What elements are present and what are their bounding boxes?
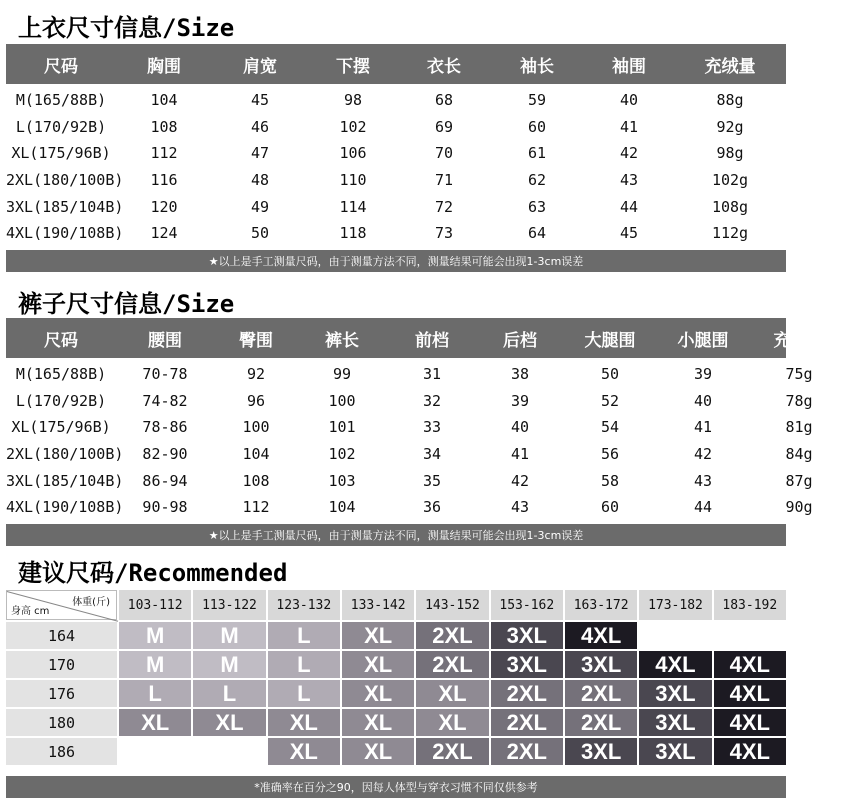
weight-range-header: 113-122 [193,590,265,620]
table-cell: 40 [693,391,713,410]
table-cell: 42 [619,144,639,163]
recommended-size-cell: 2XL [491,709,563,736]
table-cell: 112 [242,498,270,517]
recommended-size-cell: M [193,651,265,678]
table-cell: 103 [328,471,356,490]
recommended-size-cell: 2XL [416,651,488,678]
recommended-size-cell: XL [416,709,488,736]
recommended-size-cell [714,622,786,649]
table-cell: 104 [328,498,356,517]
table-cell: 71 [434,171,454,190]
table-cell: 108 [242,471,270,490]
table-cell: 49 [250,197,270,216]
table-cell: 102 [328,445,356,464]
table-cell: 114 [339,197,367,216]
table-cell: 63 [527,197,547,216]
recommended-size-cell: 4XL [714,651,786,678]
table-cell: 58 [600,471,620,490]
height-row [6,680,786,707]
column-header: 充绒量 [704,56,756,77]
height-cell: 176 [6,680,117,707]
recommended-size-cell: 4XL [714,738,786,765]
weight-range-header: 153-162 [491,590,563,620]
recommended-size-cell: XL [119,709,191,736]
column-header: 胸围 [147,56,181,77]
table-cell: 74-82 [142,391,188,410]
table-cell: 50 [250,224,270,243]
weight-range-header: 143-152 [416,590,488,620]
table-cell: 75g [785,365,813,384]
table-cell: 36 [422,498,442,517]
recommended-size-cell: L [193,680,265,707]
table-cell: 116 [150,171,178,190]
table-cell: 50 [600,365,620,384]
table-cell: 100 [328,391,356,410]
table-cell: 2XL(180/100B) [6,171,124,190]
recommended-size-cell: L [268,651,340,678]
table-cell: M(165/88B) [15,91,107,110]
recommended-size-cell: XL [268,738,340,765]
table-cell: 81g [785,418,813,437]
table-cell: 44 [693,498,713,517]
table-cell: 102 [339,117,367,136]
table-cell: L(170/92B) [15,117,107,136]
height-row [6,651,786,678]
table-cell: 41 [693,418,713,437]
table-row [6,361,813,388]
recommended-size-cell: XL [342,622,414,649]
table-cell: 90g [785,498,813,517]
table-cell: 102g [711,171,749,190]
table-cell: 41 [510,445,530,464]
table-cell: XL(175/96B) [11,144,111,163]
table-row [6,220,786,247]
recommended-size-cell: XL [193,709,265,736]
table-cell: 98 [343,91,363,110]
recommended-size-cell: L [268,622,340,649]
table-cell: 47 [250,144,270,163]
table-row [6,467,813,494]
column-header: 裤长 [325,330,359,351]
recommended-note: *准确率在百分之90，因每人体型与穿衣习惯不同仅供参考 [6,776,786,798]
column-header: 袖长 [520,56,554,77]
weight-range-header: 123-132 [268,590,340,620]
table-row [6,114,786,141]
table-cell: 60 [600,498,620,517]
recommended-size-cell: XL [342,738,414,765]
weight-range-header: 183-192 [714,590,786,620]
recommended-size-cell: 4XL [714,709,786,736]
table-cell: 92 [246,365,266,384]
pants-size-header [6,318,825,358]
recommended-size-cell: 2XL [416,738,488,765]
table-cell: 4XL(190/108B) [6,498,124,517]
height-cell: 180 [6,709,117,736]
table-cell: 32 [422,391,442,410]
column-header: 下摆 [336,56,370,77]
table-cell: 108g [711,197,749,216]
height-row [6,709,786,736]
table-cell: 104 [150,91,178,110]
table-cell: 39 [693,365,713,384]
recommended-size-cell: 2XL [565,709,637,736]
table-cell: 34 [422,445,442,464]
table-row [6,494,813,521]
recommended-size-cell [193,738,265,765]
recommended-size-cell: 2XL [416,622,488,649]
recommended-size-cell: 3XL [491,622,563,649]
recommended-size-cell: 2XL [565,680,637,707]
recommended-size-cell: XL [342,651,414,678]
recommended-size-cell: L [119,680,191,707]
table-cell: 101 [328,418,356,437]
weight-range-header: 133-142 [342,590,414,620]
table-cell: 3XL(185/104B) [6,197,124,216]
corner-weight-label: 体重(斤) [72,597,110,608]
table-cell: 104 [242,445,270,464]
column-header: 臀围 [239,330,273,351]
weight-range-header: 173-182 [639,590,711,620]
table-cell: L(170/92B) [15,391,107,410]
table-cell: 90-98 [142,498,188,517]
table-cell: 100 [242,418,270,437]
table-cell: 70-78 [142,365,188,384]
table-cell: 112 [150,144,178,163]
table-row [6,140,786,167]
table-cell: 43 [510,498,530,517]
table-cell: 44 [619,197,639,216]
table-row [6,441,813,468]
table-cell: 70 [434,144,454,163]
table-row [6,414,813,441]
table-cell: 2XL(180/100B) [6,445,124,464]
table-cell: 43 [693,471,713,490]
table-cell: 73 [434,224,454,243]
table-row [6,167,786,194]
table-cell: 88g [716,91,744,110]
table-cell: 60 [527,117,547,136]
recommended-title: 建议尺码/Recommended [18,559,288,587]
table-cell: 42 [693,445,713,464]
recommended-size-cell: 3XL [639,680,711,707]
table-cell: 54 [600,418,620,437]
table-cell: 110 [339,171,367,190]
table-cell: 40 [619,91,639,110]
table-cell: 35 [422,471,442,490]
table-row [6,87,786,114]
table-cell: 118 [339,224,367,243]
table-cell: 61 [527,144,547,163]
height-cell: 186 [6,738,117,765]
weight-range-header: 103-112 [119,590,191,620]
height-cell: 170 [6,651,117,678]
table-cell: 124 [150,224,178,243]
top-size-title: 上衣尺寸信息/Size [18,14,235,42]
corner-height-label: 身高 cm [11,606,50,617]
table-cell: 98g [716,144,744,163]
table-cell: 120 [150,197,178,216]
top-size-note: ★以上是手工测量尺码，由于测量方法不同，测量结果可能会出现1-3cm误差 [6,250,786,272]
column-header: 充绒量 [773,330,825,351]
table-cell: 68 [434,91,454,110]
weight-header-row [6,590,786,620]
table-cell: 99 [332,365,352,384]
column-header: 衣长 [427,56,461,77]
column-header: 后档 [503,330,537,351]
column-header: 腰围 [148,330,182,351]
table-cell: 4XL(190/108B) [6,224,124,243]
table-cell: 112g [711,224,749,243]
height-row [6,622,786,649]
recommended-size-grid [6,590,786,765]
table-cell: 33 [422,418,442,437]
table-cell: 40 [510,418,530,437]
table-cell: 86-94 [142,471,188,490]
table-cell: 45 [619,224,639,243]
top-size-table [6,44,786,272]
recommended-size-cell: XL [342,709,414,736]
recommended-size-cell: XL [268,709,340,736]
table-cell: 42 [510,471,530,490]
table-cell: 64 [527,224,547,243]
table-cell: 38 [510,365,530,384]
table-row [6,388,813,415]
table-cell: 96 [246,391,266,410]
column-header: 前档 [415,330,449,351]
column-header: 袖围 [612,56,646,77]
table-cell: 62 [527,171,547,190]
table-cell: 84g [785,445,813,464]
recommended-size-cell: 3XL [639,709,711,736]
recommended-size-cell: M [119,651,191,678]
table-cell: 48 [250,171,270,190]
column-header: 尺码 [44,56,78,77]
recommended-size-cell: M [193,622,265,649]
recommended-size-cell: 3XL [565,738,637,765]
table-cell: 82-90 [142,445,188,464]
recommended-size-cell: 3XL [491,651,563,678]
recommended-size-cell: 4XL [639,651,711,678]
recommended-size-cell [119,738,191,765]
pants-size-table [6,318,825,546]
recommended-size-cell: XL [416,680,488,707]
table-cell: 46 [250,117,270,136]
table-cell: 87g [785,471,813,490]
table-cell: 69 [434,117,454,136]
table-cell: 41 [619,117,639,136]
recommended-size-cell: 2XL [491,680,563,707]
table-cell: 43 [619,171,639,190]
table-cell: 3XL(185/104B) [6,471,124,490]
table-cell: 108 [150,117,178,136]
table-cell: 59 [527,91,547,110]
column-header: 小腿围 [677,330,729,351]
recommended-size-cell: XL [342,680,414,707]
recommended-size-cell: 3XL [565,651,637,678]
corner-cell [6,590,117,620]
table-cell: XL(175/96B) [11,418,111,437]
table-cell: M(165/88B) [15,365,107,384]
recommended-size-cell: M [119,622,191,649]
table-cell: 52 [600,391,620,410]
table-cell: 72 [434,197,454,216]
recommended-size-cell: 4XL [714,680,786,707]
recommended-size-cell: L [268,680,340,707]
recommended-size-cell: 3XL [639,738,711,765]
table-cell: 78-86 [142,418,188,437]
top-size-header [6,44,786,84]
table-cell: 106 [339,144,367,163]
table-cell: 45 [250,91,270,110]
recommended-size-cell: 2XL [491,738,563,765]
height-row [6,738,786,765]
table-cell: 39 [510,391,530,410]
column-header: 肩宽 [243,56,277,77]
column-header: 尺码 [44,330,78,351]
height-cell: 164 [6,622,117,649]
pants-size-note: ★以上是手工测量尺码，由于测量方法不同，测量结果可能会出现1-3cm误差 [6,524,786,546]
table-cell: 92g [716,117,744,136]
table-cell: 56 [600,445,620,464]
recommended-size-cell [639,622,711,649]
table-row [6,193,786,220]
table-cell: 78g [785,391,813,410]
weight-range-header: 163-172 [565,590,637,620]
table-cell: 31 [422,365,442,384]
pants-size-title: 裤子尺寸信息/Size [18,290,235,318]
column-header: 大腿围 [584,330,636,351]
recommended-size-cell: 4XL [565,622,637,649]
